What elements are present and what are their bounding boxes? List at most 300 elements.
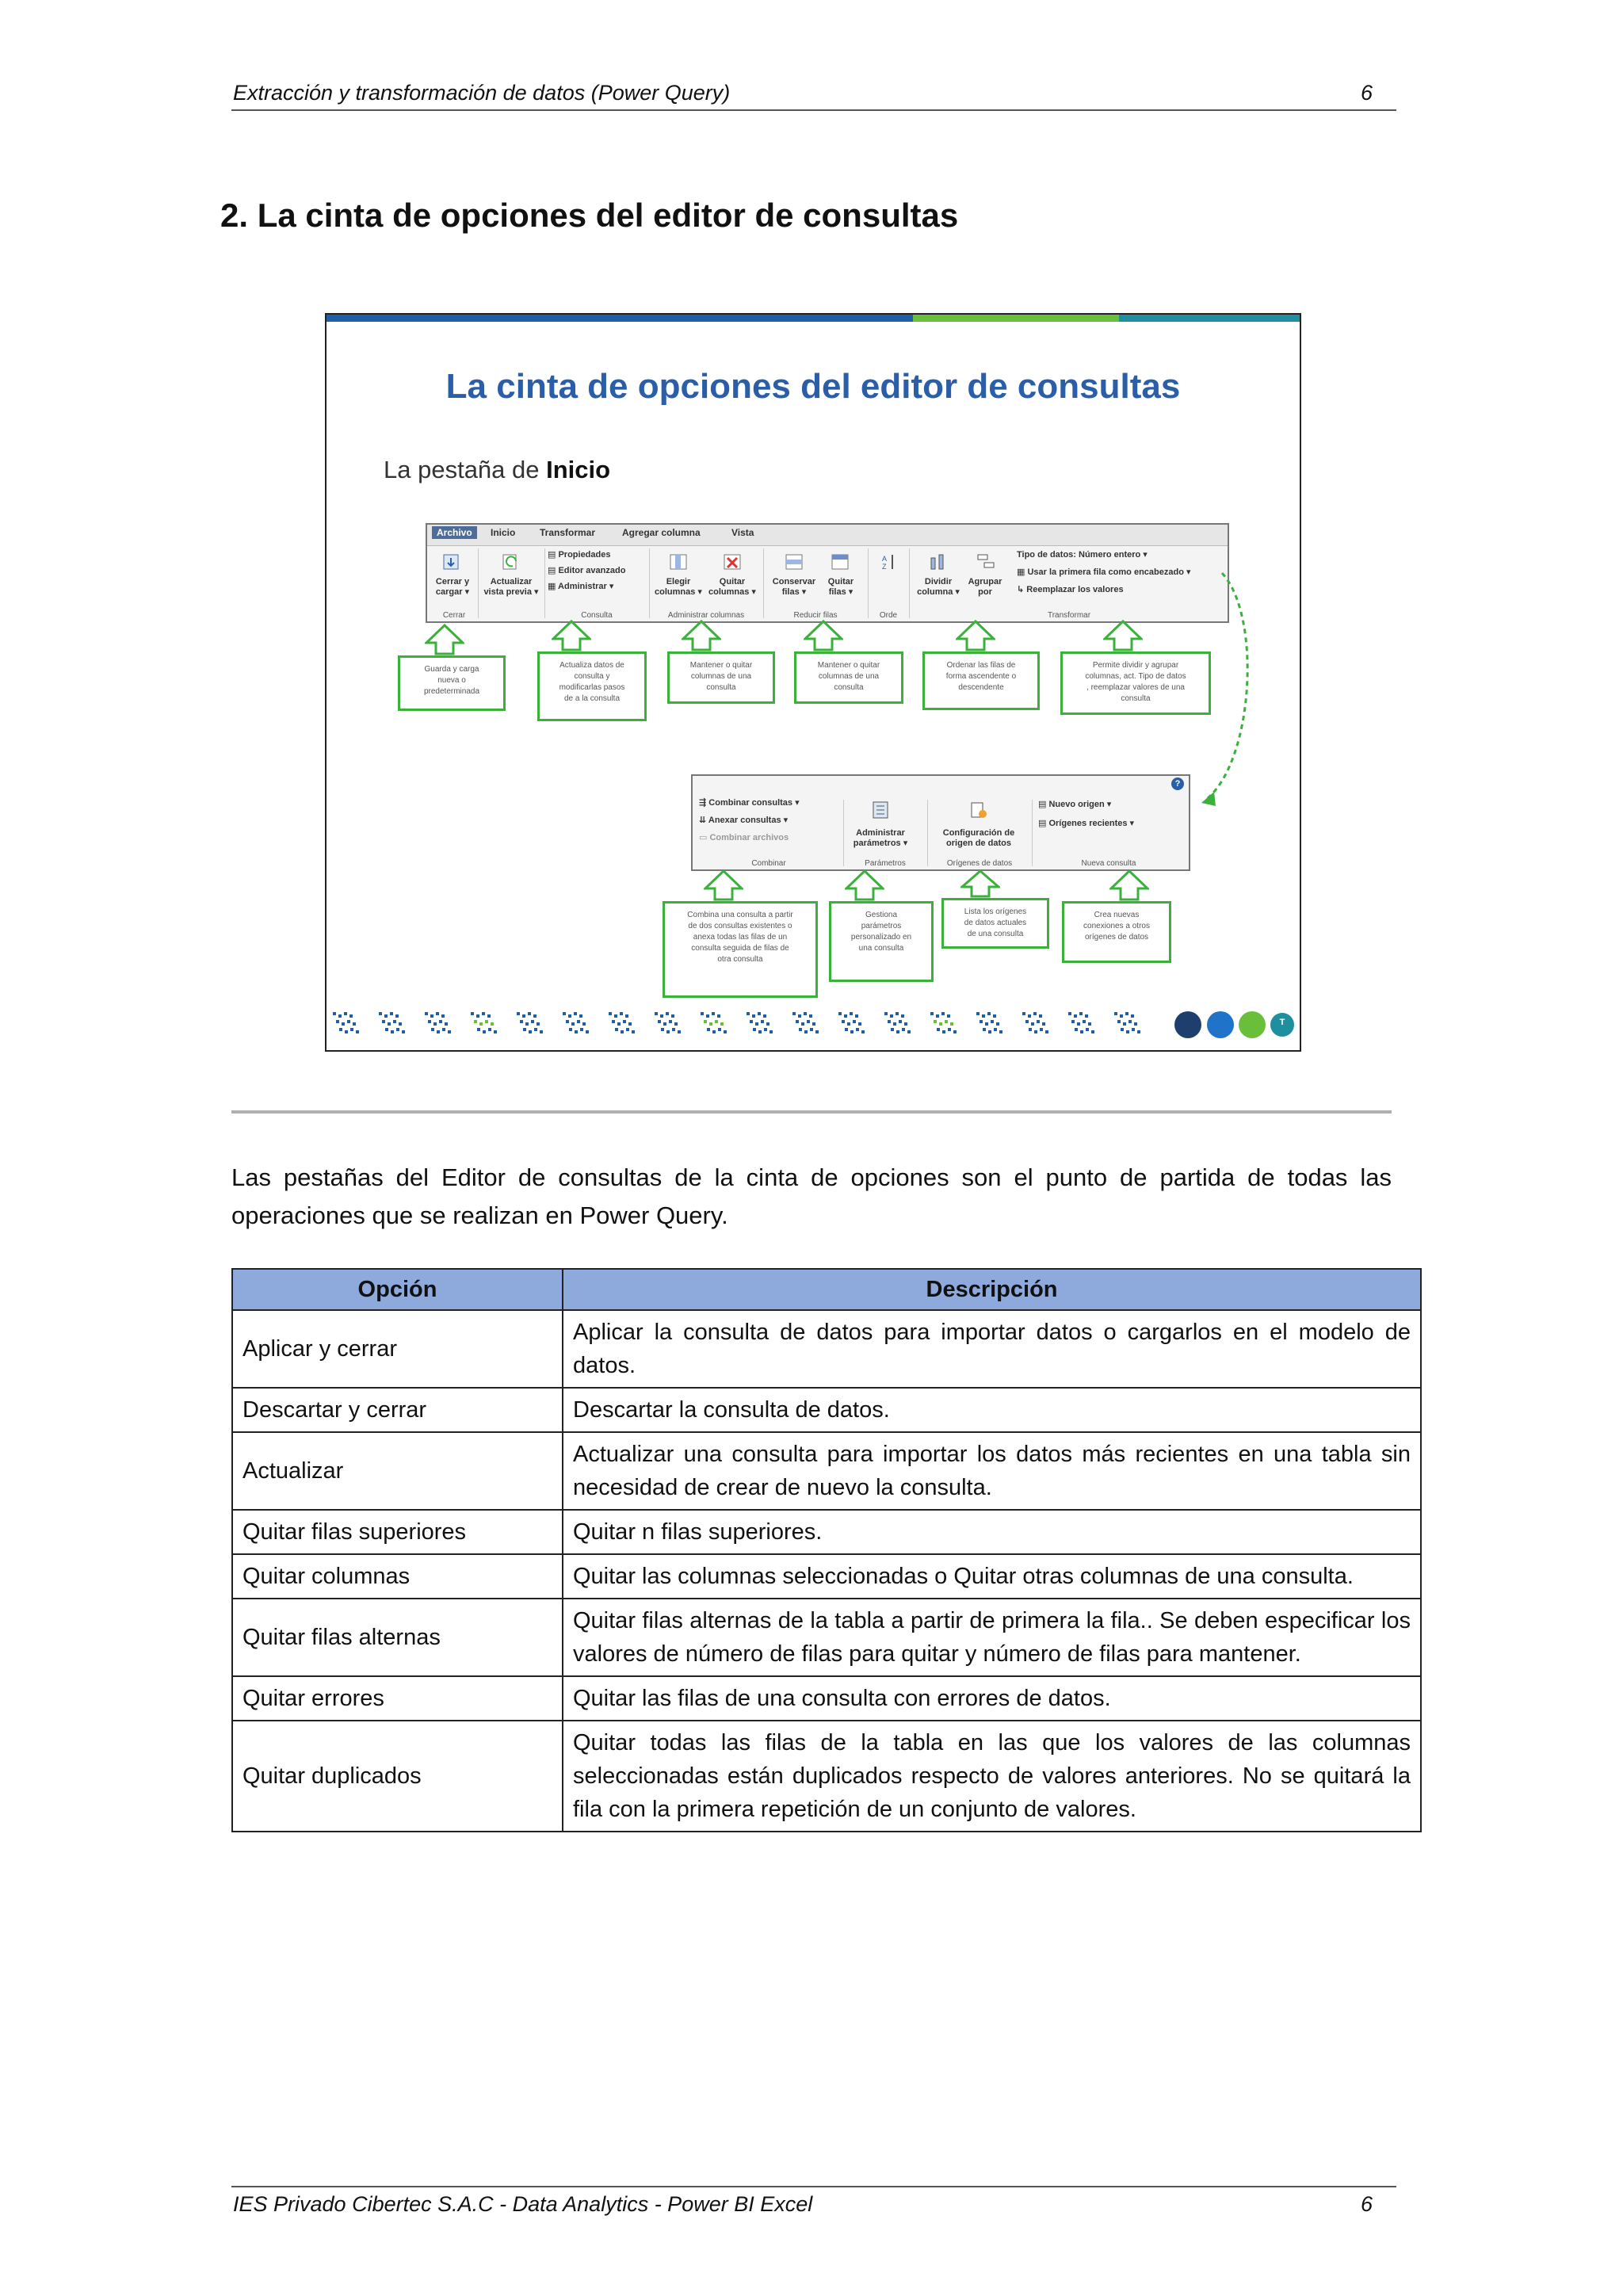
- chevron-dot: [1039, 1014, 1042, 1018]
- chevron-dot: [1088, 1022, 1091, 1026]
- chevron-dot: [709, 1022, 712, 1026]
- footer-title: IES Privado Cibertec S.A.C - Data Analytics - Power BI Excel: [233, 2192, 813, 2216]
- group-transformar: Transformar: [1047, 611, 1091, 620]
- chevron-dot: [382, 1020, 385, 1023]
- chevron-dot: [982, 1014, 985, 1018]
- chevron-dot: [1132, 1028, 1135, 1031]
- chevron-dot: [336, 1020, 339, 1023]
- table-cell-description: Aplicar la consulta de datos para importar datos o cargarlos en el modelo de datos.: [563, 1310, 1421, 1388]
- chevron-dot: [609, 1012, 612, 1015]
- tab-inicio[interactable]: Inicio: [491, 527, 516, 538]
- ribbon-inicio-continuacion: [691, 774, 1190, 871]
- group-origenes-datos: Orígenes de datos: [946, 859, 1013, 868]
- slide-figure: [325, 313, 1301, 1052]
- chevron-dot: [399, 1022, 402, 1026]
- chevron-dot: [720, 1022, 724, 1026]
- chevron-dot: [1117, 1020, 1121, 1023]
- chevron-dot: [488, 1028, 491, 1031]
- chevron-dot: [344, 1012, 347, 1015]
- chevron-dot: [674, 1022, 678, 1026]
- ribbon-separator: [843, 800, 844, 866]
- intro-paragraph: Las pestañas del Editor de consultas de la cinta de opciones son el punto de partida de todas las operaciones que se realizan en Power Query.: [231, 1163, 1392, 1229]
- chevron-dot: [663, 1022, 666, 1026]
- table-row: [232, 1388, 1421, 1432]
- chevron-dot: [1045, 1030, 1048, 1033]
- chevron-dot: [672, 1028, 675, 1031]
- ribbon-separator: [763, 548, 764, 618]
- svg-text:A: A: [882, 555, 888, 563]
- parameters-icon: [870, 800, 891, 820]
- table-cell-description: Actualizar una consulta para importar los datos más recientes en una tabla sin necesidad de crear de nuevo la consulta.: [563, 1432, 1421, 1510]
- group-cerrar: Cerrar: [442, 611, 466, 620]
- chevron-dot: [842, 1020, 845, 1023]
- chevron-dot: [884, 1012, 888, 1015]
- chevron-dot: [807, 1020, 810, 1023]
- options-table: [231, 1268, 1422, 1832]
- group-orde: Orde: [879, 611, 898, 620]
- chevron-dot: [1034, 1030, 1037, 1033]
- chevron-dot: [945, 1020, 948, 1023]
- chevron-dot: [1121, 1028, 1124, 1031]
- chevron-dot: [441, 1014, 445, 1018]
- chevron-dot: [569, 1028, 572, 1031]
- chevron-dot: [934, 1020, 937, 1023]
- slide-logo-letter: T: [1279, 1018, 1285, 1027]
- chevron-dot: [632, 1030, 635, 1033]
- chevron-dot: [349, 1014, 353, 1018]
- chevron-dot: [901, 1014, 904, 1018]
- callout-arrow: [704, 869, 743, 901]
- keep-rows-icon: [784, 552, 804, 572]
- chevron-dot: [850, 1012, 853, 1015]
- ribbon-separator: [544, 548, 545, 618]
- chevron-dot: [442, 1028, 445, 1031]
- chevron-dot: [428, 1020, 431, 1023]
- chevron-dot: [494, 1030, 497, 1033]
- chevron-dot: [947, 1014, 950, 1018]
- table-row: [232, 1599, 1421, 1676]
- chevron-dot: [625, 1014, 628, 1018]
- reemplazar-button[interactable]: ↳ Reemplazar los valores: [1017, 585, 1124, 594]
- chevron-dot: [1031, 1022, 1034, 1026]
- administrar-parametros-button[interactable]: Administrar parámetros ▾: [853, 828, 908, 848]
- table-cell-description: Quitar n filas superiores.: [563, 1510, 1421, 1554]
- chevron-dot: [402, 1030, 405, 1033]
- quitar-filas-button[interactable]: Quitar filas ▾: [827, 577, 854, 597]
- chevron-dot: [339, 1028, 342, 1031]
- chevron-dot: [347, 1020, 350, 1023]
- chevron-dot: [658, 1020, 661, 1023]
- chevron-dot: [666, 1012, 669, 1015]
- chevron-dot: [1083, 1020, 1086, 1023]
- chevron-dot: [1128, 1020, 1132, 1023]
- callout-nueva-consulta: Crea nuevas conexiones a otros orígenes de datos: [1062, 901, 1171, 963]
- chevron-dot: [891, 1028, 894, 1031]
- chevron-dot: [755, 1022, 758, 1026]
- agrupar-por-button[interactable]: Agrupar por: [968, 577, 1002, 597]
- chevron-dot: [1125, 1012, 1128, 1015]
- help-icon[interactable]: ?: [1171, 777, 1184, 790]
- cerrar-cargar-button[interactable]: Cerrar y cargar ▾: [435, 577, 470, 597]
- chevron-dot: [525, 1022, 529, 1026]
- group-consulta: Consulta: [581, 611, 613, 620]
- chevron-dot: [1025, 1020, 1029, 1023]
- chevron-dot: [904, 1022, 907, 1026]
- chevron-dot: [430, 1014, 433, 1018]
- chevron-dot: [985, 1022, 988, 1026]
- chevron-dot: [385, 1028, 388, 1031]
- header-title: Extracción y transformación de datos (Power Query): [233, 81, 731, 105]
- chevron-dot: [890, 1014, 893, 1018]
- chevron-dot: [517, 1012, 520, 1015]
- chevron-dot: [431, 1028, 434, 1031]
- chevron-dot: [999, 1030, 1002, 1033]
- configuracion-origen-button[interactable]: Configuración de origen de datos: [942, 828, 1015, 848]
- page-footer: [231, 2186, 1396, 2219]
- group-reducir-filas: Reducir filas: [793, 611, 838, 620]
- slide-subtitle-bold: Inicio: [546, 456, 611, 483]
- chevron-dot: [574, 1012, 577, 1015]
- chevron-dot: [763, 1014, 766, 1018]
- chevron-dot: [615, 1028, 618, 1031]
- chevron-dot: [758, 1030, 762, 1033]
- tab-vista[interactable]: Vista: [731, 527, 754, 538]
- horizontal-rule: [231, 1110, 1392, 1114]
- chevron-dot: [799, 1028, 802, 1031]
- choose-columns-icon: [668, 552, 689, 572]
- chevron-dot: [533, 1014, 537, 1018]
- page-header: [231, 78, 1396, 111]
- table-cell-option: Actualizar: [232, 1432, 563, 1510]
- chevron-dot: [980, 1020, 983, 1023]
- callout-consulta: Actualiza datos de consulta y modificarlas pasos de a la consulta: [537, 651, 647, 721]
- chevron-dot: [907, 1030, 911, 1033]
- chevron-dot: [1085, 1014, 1088, 1018]
- chevron-dot: [983, 1028, 986, 1031]
- conservar-filas-button[interactable]: Conservar filas ▾: [772, 577, 816, 597]
- chevron-dot: [996, 1022, 999, 1026]
- primera-fila-button[interactable]: ▦ Usar la primera fila como encabezado ▾: [1017, 567, 1191, 577]
- chevron-dot: [704, 1020, 707, 1023]
- chevron-dot: [579, 1014, 582, 1018]
- table-cell-option: Quitar errores: [232, 1676, 563, 1721]
- chevron-dot: [987, 1012, 991, 1015]
- ribbon-separator: [1032, 800, 1033, 866]
- chevron-dot: [333, 1012, 336, 1015]
- chevron-dot: [356, 1030, 359, 1033]
- administrar-button[interactable]: ▦ Administrar ▾: [548, 582, 614, 591]
- chevron-dot: [621, 1030, 624, 1033]
- close-load-icon: [441, 552, 462, 572]
- chevron-dot: [1137, 1030, 1140, 1033]
- table-cell-option: Quitar columnas: [232, 1554, 563, 1599]
- chevron-dot: [433, 1022, 437, 1026]
- chevron-dot: [388, 1022, 391, 1026]
- chevron-dot: [1114, 1012, 1117, 1015]
- ribbon-tabs: [427, 525, 1228, 546]
- chevron-dot: [1079, 1012, 1083, 1015]
- decorative-chevron-strip: [327, 1003, 1300, 1050]
- nuevo-origen-button[interactable]: ▤ Nuevo origen ▾: [1038, 800, 1112, 809]
- chevron-dot: [393, 1020, 396, 1023]
- table-cell-option: Descartar y cerrar: [232, 1388, 563, 1432]
- chevron-dot: [523, 1028, 526, 1031]
- chevron-dot: [520, 1020, 523, 1023]
- table-row: [232, 1554, 1421, 1599]
- chevron-dot: [445, 1022, 448, 1026]
- table-cell-description: Quitar todas las filas de la tabla en las que los valores de las columnas seleccionadas están duplicados respecto de valores anteriores. No se quitará la fila con la primera repetición de un conjunto de valores.: [563, 1721, 1421, 1832]
- chevron-dot: [845, 1028, 848, 1031]
- callout-arrow: [804, 620, 843, 651]
- chevron-dot: [936, 1014, 939, 1018]
- chevron-dot: [861, 1030, 865, 1033]
- chevron-dot: [660, 1014, 663, 1018]
- chevron-dot: [847, 1022, 850, 1026]
- chevron-dot: [856, 1028, 859, 1031]
- chevron-dot: [1074, 1014, 1077, 1018]
- chevron-dot: [939, 1022, 942, 1026]
- remove-rows-icon: [830, 552, 850, 572]
- ribbon-separator: [909, 548, 910, 618]
- chevron-dot: [1120, 1014, 1123, 1018]
- chevron-dot: [623, 1020, 626, 1023]
- chevron-dot: [1131, 1014, 1134, 1018]
- chevron-dot: [750, 1020, 753, 1023]
- chevron-dot: [838, 1012, 842, 1015]
- callout-ordenar: Ordenar las filas de forma ascendente o descendente: [922, 651, 1040, 710]
- chevron-dot: [379, 1012, 382, 1015]
- chevron-dot: [479, 1022, 483, 1026]
- callout-arrow: [425, 624, 464, 655]
- chevron-dot: [769, 1030, 773, 1033]
- chevron-dot: [1091, 1030, 1094, 1033]
- chevron-dot: [626, 1028, 629, 1031]
- chevron-dot: [804, 1030, 808, 1033]
- chevron-dot: [448, 1030, 451, 1033]
- chevron-dot: [801, 1022, 804, 1026]
- table-cell-option: Quitar filas superiores: [232, 1510, 563, 1554]
- chevron-dot: [993, 1014, 996, 1018]
- callout-combinar: Combina una consulta a partir de dos consultas existentes o anexa todas las filas de un consulta seguida de filas de otra consulta: [663, 901, 818, 998]
- chevron-dot: [1042, 1022, 1045, 1026]
- chevron-dot: [902, 1028, 905, 1031]
- group-nueva-consulta: Nueva consulta: [1081, 859, 1136, 868]
- chevron-dot: [571, 1022, 575, 1026]
- chevron-dot: [528, 1012, 531, 1015]
- callout-arrow: [552, 620, 591, 651]
- dividir-columna-button[interactable]: Dividir columna ▾: [917, 577, 960, 597]
- combinar-consultas-button[interactable]: ⇶ Combinar consultas ▾: [699, 798, 800, 808]
- table-cell-description: Quitar las columnas seleccionadas o Quitar otras columnas de una consulta.: [563, 1554, 1421, 1599]
- quitar-columnas-button[interactable]: Quitar columnas ▾: [708, 577, 756, 597]
- chevron-dot: [1086, 1028, 1089, 1031]
- chevron-dot: [395, 1014, 399, 1018]
- propiedades-button[interactable]: ▤ Propiedades: [548, 550, 611, 560]
- table-cell-description: Descartar la consulta de datos.: [563, 1388, 1421, 1432]
- chevron-dot: [580, 1028, 583, 1031]
- chevron-dot: [994, 1028, 997, 1031]
- remove-columns-icon: [722, 552, 743, 572]
- chevron-dot: [724, 1030, 727, 1033]
- tab-archivo[interactable]: Archivo: [432, 526, 477, 539]
- group-parametros: Parámetros: [865, 859, 906, 868]
- chevron-dot: [941, 1012, 945, 1015]
- chevron-dot: [437, 1030, 440, 1033]
- table-header-opcion: Opción: [232, 1269, 563, 1310]
- chevron-dot: [620, 1012, 623, 1015]
- chevron-dot: [752, 1014, 755, 1018]
- chevron-dot: [753, 1028, 756, 1031]
- chevron-dot: [669, 1020, 672, 1023]
- refresh-icon: [500, 552, 521, 572]
- callout-cerrar: Guarda y carga nueva o predeterminada: [398, 655, 506, 711]
- table-cell-description: Quitar las filas de una consulta con errores de datos.: [563, 1676, 1421, 1721]
- callout-transformar: Permite dividir y agrupar columnas, act. Tipo de datos , reemplazar valores de una consulta: [1060, 651, 1211, 715]
- chevron-dot: [1029, 1028, 1032, 1031]
- chevron-dot: [678, 1030, 681, 1033]
- slide-title: La cinta de opciones del editor de consultas: [445, 367, 1181, 406]
- ribbon-separator: [868, 548, 869, 618]
- callout-parametros: Gestiona parámetros personalizado en una consulta: [829, 901, 934, 982]
- chevron-dot: [896, 1012, 899, 1015]
- callout-arrow: [1109, 869, 1149, 901]
- chevron-dot: [476, 1014, 479, 1018]
- editor-avanzado-button[interactable]: ▤ Editor avanzado: [548, 566, 626, 575]
- chevron-dot: [338, 1014, 342, 1018]
- chevron-dot: [991, 1020, 994, 1023]
- table-header-descripcion: Descripción: [563, 1269, 1421, 1310]
- callout-origenes-datos: Lista los orígenes de datos actuales de una consulta: [941, 898, 1049, 949]
- table-header-row: [232, 1269, 1421, 1310]
- split-column-icon: [928, 552, 949, 572]
- group-combinar: Combinar: [751, 859, 786, 868]
- chevron-dot: [390, 1012, 393, 1015]
- chevron-dot: [953, 1030, 957, 1033]
- slide-bar-blue: [327, 315, 913, 322]
- table-row: [232, 1510, 1421, 1554]
- actualizar-button[interactable]: Actualizar vista previa ▾: [483, 577, 539, 597]
- chevron-dot: [1033, 1012, 1037, 1015]
- table-row: [232, 1310, 1421, 1388]
- chevron-dot: [1126, 1030, 1129, 1033]
- chevron-dot: [1037, 1020, 1040, 1023]
- chevron-dot: [477, 1028, 480, 1031]
- combinar-archivos-button[interactable]: ▭ Combinar archivos: [699, 833, 789, 842]
- chevron-dot: [534, 1028, 537, 1031]
- chevron-dot: [810, 1028, 813, 1031]
- chevron-dot: [1022, 1012, 1025, 1015]
- slide-subtitle: [384, 456, 610, 484]
- chevron-dot: [628, 1022, 632, 1026]
- table-row: [232, 1432, 1421, 1510]
- table-cell-description: Quitar filas alternas de la tabla a partir de primera la fila.. Se deben especificar los valores de número de filas para quitar y número de filas para mantener.: [563, 1599, 1421, 1676]
- chevron-dot: [617, 1022, 621, 1026]
- slide-bar-green: [913, 315, 1119, 322]
- chevron-dot: [345, 1030, 348, 1033]
- chevron-dot: [899, 1020, 902, 1023]
- chevron-dot: [1040, 1028, 1043, 1031]
- chevron-dot: [701, 1012, 704, 1015]
- data-source-settings-icon: [968, 800, 989, 820]
- chevron-dot: [942, 1030, 945, 1033]
- chevron-dot: [937, 1028, 940, 1031]
- chevron-dot: [766, 1022, 769, 1026]
- chevron-dot: [798, 1014, 801, 1018]
- chevron-dot: [1028, 1014, 1031, 1018]
- dashed-connector-arrow: [1198, 568, 1270, 830]
- elegir-columnas-button[interactable]: Elegir columnas ▾: [655, 577, 702, 597]
- chevron-dot: [529, 1030, 532, 1033]
- chevron-dot: [577, 1020, 580, 1023]
- chevron-dot: [522, 1014, 525, 1018]
- header-page-number: 6: [1360, 81, 1373, 105]
- chevron-dot: [1123, 1022, 1126, 1026]
- chevron-dot: [483, 1030, 486, 1033]
- chevron-dot: [350, 1028, 353, 1031]
- chevron-dot: [391, 1030, 394, 1033]
- svg-text:Z: Z: [882, 563, 887, 571]
- chevron-dot: [485, 1020, 488, 1023]
- ribbon-separator: [478, 548, 479, 618]
- tab-transformar[interactable]: Transformar: [540, 527, 596, 538]
- chevron-dot: [487, 1014, 491, 1018]
- chevron-dot: [812, 1022, 815, 1026]
- chevron-dot: [804, 1012, 807, 1015]
- chevron-dot: [425, 1012, 428, 1015]
- ribbon-separator: [649, 548, 650, 618]
- ribbon-inicio: [426, 523, 1229, 623]
- chevron-dot: [1134, 1022, 1137, 1026]
- chevron-dot: [988, 1030, 991, 1033]
- chevron-dot: [948, 1028, 951, 1031]
- callout-reducir-filas: Mantener o quitar columnas de una consulta: [794, 651, 903, 704]
- chevron-dot: [575, 1030, 578, 1033]
- tipo-datos-button[interactable]: Tipo de datos: Número entero ▾: [1017, 550, 1148, 560]
- chevron-dot: [1075, 1028, 1078, 1031]
- chevron-dot: [712, 1030, 716, 1033]
- origenes-recientes-button[interactable]: ▤ Orígenes recientes ▾: [1038, 819, 1135, 828]
- ribbon-separator: [927, 800, 928, 866]
- chevron-dot: [540, 1030, 543, 1033]
- tab-agregar-columna[interactable]: Agregar columna: [622, 527, 701, 538]
- slide-subtitle-prefix: La pestaña de: [384, 456, 547, 483]
- sort-icon: [879, 552, 899, 572]
- chevron-dot: [707, 1028, 710, 1031]
- chevron-dot: [531, 1020, 534, 1023]
- chevron-dot: [950, 1022, 953, 1026]
- callout-arrow: [845, 869, 884, 901]
- section-title: 2. La cinta de opciones del editor de consultas: [220, 197, 959, 234]
- chevron-dot: [471, 1012, 474, 1015]
- chevron-dot: [353, 1022, 356, 1026]
- chevron-dot: [844, 1014, 847, 1018]
- chevron-dot: [563, 1012, 566, 1015]
- anexar-consultas-button[interactable]: ⇊ Anexar consultas ▾: [699, 816, 789, 825]
- chevron-dot: [976, 1012, 980, 1015]
- chevron-dot: [792, 1012, 796, 1015]
- chevron-dot: [1068, 1012, 1071, 1015]
- chevron-dot: [809, 1014, 812, 1018]
- chevron-dot: [482, 1012, 485, 1015]
- chevron-dot: [614, 1014, 617, 1018]
- chevron-dot: [855, 1014, 858, 1018]
- callout-arrow: [960, 869, 1000, 898]
- table-cell-option: Quitar duplicados: [232, 1721, 563, 1832]
- chevron-dot: [342, 1022, 345, 1026]
- group-administrar-columnas: Administrar columnas: [667, 611, 745, 620]
- chevron-dot: [706, 1014, 709, 1018]
- chevron-dot: [796, 1020, 799, 1023]
